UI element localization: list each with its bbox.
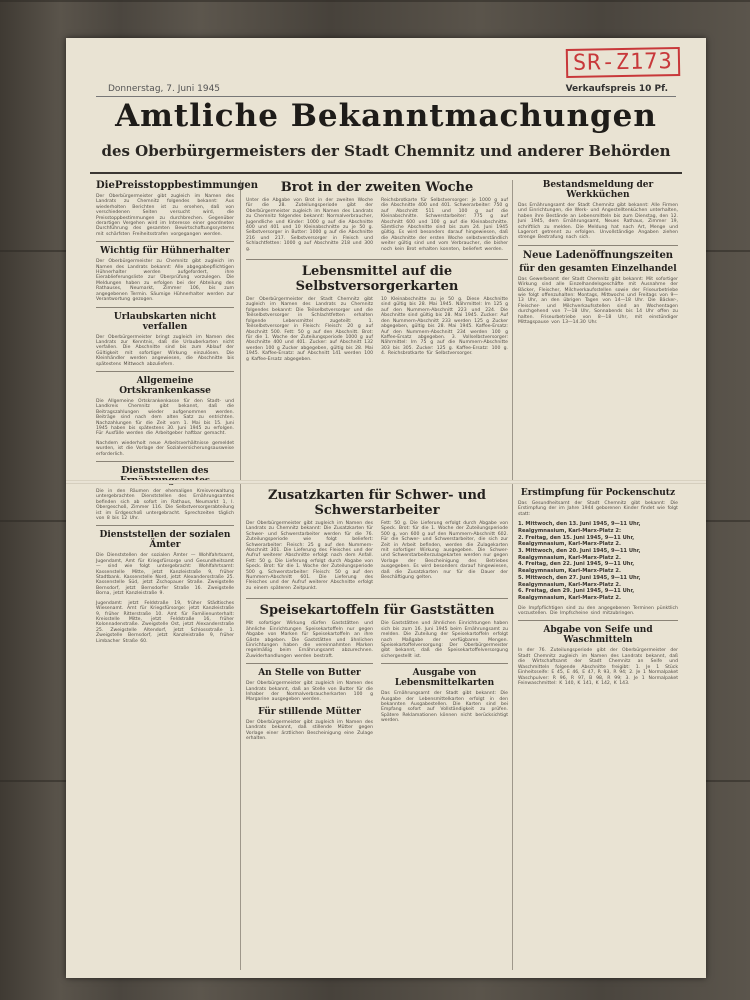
body-text: Nachdem wiederholt neue Arbeitsverhältnisse gemeldet wurden, ist die Vorlage der Sozialversicherungsausweise erforderlich.: [96, 440, 234, 457]
left-column: [96, 180, 259, 970]
headline-ortskrankenkasse: Allgemeine Ortskrankenkasse: [119, 375, 211, 396]
headline-stillende: Für stillende Mütter: [258, 706, 361, 717]
body-text: Unter die Abgabe von Brot in der zweiten Woche für die 28. Zuteilungsperiode gibt der Oberbürgermeister zugleich im Namen des Landrats zu Chemnitz folgendes bekannt: Normalverbraucher, Jugendliche und Kinder: 1000 g auf die Abschnitte 400 und 401 und 10 Kleinabschnitte zu je 50 g. Selbstversorger in Butter: 1000 g auf die Abschnitte 216 und 217. Selbstversorger in Fleisch und Schlachtfetten: 1000 g auf Abschnitte 218 und 300 g.: [246, 198, 373, 252]
body-text: Der Oberbürgermeister gibt zugleich im Namen des Landrats bekannt, daß an Stelle von Butter für die Inhaber der Normalverbraucherkarten 100 g Margarine ausgegeben werden.: [246, 681, 373, 703]
section-rule: [96, 525, 234, 526]
headline-laden-sub: für den gesamten Einzelhandel: [519, 263, 677, 274]
schedule-line: 5. Mittwoch, den 27. Juni 1945, 9—11 Uhr,: [518, 574, 641, 581]
impf-schedule: [518, 521, 678, 601]
body-text: Mit sofortiger Wirkung dürfen Gaststätten und ähnliche Einrichtungen Speisekartoffeln nur gegen Abgabe von Marken für Speisekartoffeln an ihre Gäste abgeben. Die Gaststätten und ähnlichen Einrichtungen haben die vereinnahmten Marken regelmäßig beim Ernährungsamt abzurechnen. Zuwiderhandlungen werden bestraft.: [246, 621, 373, 659]
headline-lebensmittelkarten: Ausgabe von Lebensmittelkarten: [394, 668, 495, 689]
body-text: Fett: 50 g. Die Lieferung erfolgt durch Abgabe von Speck. Brot: für die 1. Woche der Zuteilungsperiode 500 g, von 600 g auf den Nummern-Abschnitt 602. Für die Schwer- und Schwerstarbeiter, die sich zur Zeit in Arbeit befinden, werden die Zulagekarten mit sofortiger Wirkung ausgegeben. Die Schwer- und Schwerstarbeiterzulagekarten werden nur gegen Vorlage der Bescheinigung des Betriebes ausgegeben. Es wird besonders darauf hingewiesen, daß die Zusatzkarten nur für die Dauer der Beschäftigung gelten.: [381, 521, 508, 581]
middle-column-lower: [246, 488, 508, 968]
headline-pocken: Erstimpfung für Pockenschutz: [520, 488, 676, 498]
column-divider: [240, 180, 241, 970]
newspaper-page: [66, 38, 706, 978]
headline-bestand: Bestandsmeldung der Werkküchen: [542, 180, 654, 200]
schedule-line: Realgymnasium, Karl-Marx-Platz 2:: [518, 527, 622, 534]
body-text: Der Oberbürgermeister gibt zugleich im Namen des Landrats zu Chemnitz folgendes bekannt: Aus wiederholten Berichten ist zu ersehen, daß von verschiedenen Seiten versucht wird, die Preisstoppbestimmungen zu durchbrechen. Gegenüber derartigen Vergehen wird im Interesse einer geordneten Durchführung des gesamten Bewirtschaftungssystems mit schärfsten Freiheitsstrafen vorgegangen werden.: [96, 194, 234, 237]
body-text: In der 76. Zuteilungsperiode gibt der Oberbürgermeister der Stadt Chemnitz zugleich im Namen des Landrats bekannt, daß die Wirtschaftsamt der Stadt Chemnitz an Seife und Waschmitteln folgende Abschnitte freigibt: 1. Je 1 Stück Einheitsseife: E 45, E 46, E 47, R 93, R 94; 2. Je 1 Normalpaket Waschpulver: R 96, R 97, B 98, R 99; 3. Je 1 Normalpaket Feinwaschmittel: K 140, K 141, K 142, K 143.: [518, 648, 678, 686]
schedule-line: Realgymnasium, Karl-Marx-Platz 2.: [518, 594, 621, 601]
body-text: Jugendamt: jetzt Feldstraße 19, früher Städtisches Wiesenamt. Amt für Kriegsfürsorge: jetzt Kanzleistraße 9, früher Ritterstraße 10. Amt für Familienunterhalt: Kreisstelle Mitte, jetzt Feldstraße 16, früher Kolonnadenstraße. Zweigstelle Ost, jetzt Alexanderstraße 25. Zweigstelle Altendorf, jetzt Schlossstraße 1. Zweigstelle Bernsdorf, jetzt Kanzleistraße 9, früher Limbacher Straße 60.: [96, 600, 234, 644]
body-text: Das Ernährungsamt der Stadt Chemnitz gibt bekannt: Alle Firmen und Einrichtungen, die Werk- und Angestelltenküchen unterhalten, haben ihre Bestände an Lebensmitteln bis zum Dienstag, den 12. Juni 1945, dem Ernährungsamt, Neues Rathaus, Zimmer 19, schriftlich zu melden. Die Meldung hat nach Art, Menge und Lagerort getrennt zu erfolgen. Unvollständige Angaben ziehen strenge Bestrafung nach sich.: [518, 203, 678, 241]
schedule-line: 6. Freitag, den 29. Juni 1945, 9—11 Uhr,: [518, 588, 635, 595]
headline-speisekartoffeln: Speisekartoffeln für Gaststätten: [259, 603, 495, 619]
headline-laden: Neue Ladenöffnungszeiten: [522, 249, 674, 261]
zusatz-columns: [246, 521, 508, 595]
headline-preisstopp: DiePreisstoppbestimmungen: [96, 180, 259, 191]
masthead-title: Amtliche Bekanntmachungen: [115, 98, 657, 134]
schedule-line: 2. Freitag, den 15. Juni 1945, 9—11 Uhr,: [518, 534, 635, 541]
dateline: [108, 84, 668, 94]
section-rule: [96, 461, 234, 462]
body-text: Das Gesundheitsamt der Stadt Chemnitz gibt bekannt: Die Erstimpfung der im Jahre 1944 geborenen Kinder findet wie folgt statt:: [518, 501, 678, 517]
schedule-line: 3. Mittwoch, den 20. Juni 1945, 9—11 Uhr,: [518, 548, 641, 555]
headline-butter: An Stelle von Butter: [258, 668, 361, 679]
top-rule: [96, 96, 676, 97]
schedule-line: Realgymnasium, Karl-Marx-Platz 2.: [518, 541, 621, 548]
body-text: Die Allgemeine Ortskrankenkasse für den Stadt- und Landkreis Chemnitz gibt bekannt, daß die Beitragszahlungen wieder aufgenommen werden. Beiträge sind nach dem alten Satz zu entrichten. Nachzahlungen für die Zeit vom 1. Mai bis 15. Juni 1945 haben bis spätestens 30. Juni 1945 zu erfolgen. Für Ausfälle werden die Arbeitgeber haftbar gemacht.: [96, 398, 234, 437]
body-text: Der Oberbürgermeister gibt zugleich im Namen des Landrats zu Chemnitz bekannt: Die Zusatzkarten für Schwer- und Schwerstarbeiter werden für die 76. Zuteilungsperiode wie folgt beliefert: Schwerarbeiter: Fleisch: 25 g auf den Nummern-Abschnitt 301. Die Lieferung des Fleisches und der Aufruf weiterer Abschnitte erfolgt nach dem Anfall. Fett: 50 g. Die Lieferung erfolgt durch Abgabe von Speck. Brot: für die 1. Woche der Zuteilungsperiode 500 g. Schwerstarbeiter: Fleisch: 50 g auf den Nummern-Abschnitt 601. Die Lieferung des Fleisches und der Aufruf weiterer Abschnitte erfolgt zu einem späteren Zeitpunkt.: [246, 521, 373, 591]
section-rule: [246, 663, 373, 664]
archive-stamp: SR-Z173: [566, 47, 680, 78]
schedule-line: Realgymnasium, Karl-Marx-Platz 2.: [518, 581, 621, 588]
schedule-line: Realgymnasium, Karl-Marx-Platz 2.: [518, 568, 621, 575]
schedule-line: Realgymnasium, Karl-Marx-Platz 2.: [518, 554, 621, 561]
masthead-subtitle: des Oberbürgermeisters der Stadt Chemnitz und anderer Behörden: [101, 142, 671, 160]
body-text: Der Oberbürgermeister bringt zugleich im Namen des Landrats zur Kenntnis, daß die Urlauberkarten nicht verfallen. Die Abschnitte sind bis zum Ablauf der Gültigkeit mit sofortiger Wirkung einzulösen. Die Kleinhändler werden angewiesen, die Abschnitte bis spätestens Mittwoch abzuliefern.: [96, 334, 234, 367]
section-rule: [518, 620, 678, 621]
body-text: Das Gewerbeamt der Stadt Chemnitz gibt bekannt: Mit sofortiger Wirkung sind alle Einzelhandelsgeschäfte mit Ausnahme der Bäcker, Fleischer, Milchverkaufsstellen sowie der Friseurbetriebe wie folgt offenzuhalten: Montags, Mittwochs und Freitags von 9—13 Uhr, an den übrigen Tagen von 14—18 Uhr. Die Bäcker-, Fleischer- und Milchverkaufsstellen sind an Wochentagen durchgehend von 7—18 Uhr, Sonnabends bis 14 Uhr offen zu halten. Friseurbetriebe von 8—18 Uhr, mit einstündiger Mittagspause von 13—14.30 Uhr.: [518, 276, 678, 326]
body-text: Die Dienststellen der sozialen Ämter — Wohlfahrtsamt, Jugendamt, Amt für Kriegsfürsorge und Gesundheitsamt — sind wie folgt untergebracht: Wohlfahrtsamt: Kassenstelle Mitte, jetzt Kanzleistraße 9, früher Stadtbank. Kassenstelle Nord, jetzt Alexandersstraße 25. Kassenstelle Süd, jetzt Zschopauer Straße. Zweigstelle Bernsdorf, jetzt Bernsdorfer Straße 16. Zweigstelle Borna, jetzt Kanzleistraße 9.: [96, 553, 234, 597]
section-rule: [96, 307, 234, 308]
right-column-lower: [518, 488, 678, 968]
headline-seife: Abgabe von Seife und Waschmitteln: [543, 625, 653, 646]
headline-brot: Brot in der zweiten Woche: [280, 180, 474, 195]
body-text: Das Ernährungsamt der Stadt gibt bekannt: Die Ausgabe der Lebensmittelkarten erfolgt in den bekannten Ausgabestellen. Die Karten sind bei Empfang sofort auf Vollständigkeit zu prüfen. Spätere Reklamationen können nicht berücksichtigt werden.: [381, 691, 508, 724]
headline-ernaehrungsamt: Dienststellen des: [121, 466, 209, 476]
body-text: 10 Kleinabschnitte zu je 50 g. Diese Abschnitte sind gültig bis 28. Mai 1945. Nährmittel: Im 125 g auf den Nummern-Abschnitt 223 und 224. Die Abschnitte sind gültig bis 28. Mai 1945. Zucker: Auf den Nummern-Abschnitt 233 werden 125 g Zucker abgegeben, gültig bis 28. Mai 1945. Kaffee-Ersatz: Auf den Nummern-Abschnitt 234 werden 100 g Kaffee-Ersatz abgegeben. 3. Vollselbstversorger: Nährmittel: Im 75 g auf die Nummern-Abschnitte 303 bis 305. Zucker: 125 g. Kaffee-Ersatz: 100 g. 4. Reichsbrotkarte für Selbstversorger.: [381, 297, 508, 357]
body-text: Die in den Räumen der ehemaligen Kreisverwaltung untergebrachten Dienststellen des Ernährungsamtes befinden sich ab sofort im Rathaus, Neumarkt 1, I. Obergeschoß, Zimmer 116. Die Selbstversorgerabteilung ist im Erdgeschoß untergebracht. Sprechzeiten täglich von 8 bis 12 Uhr.: [96, 489, 234, 522]
section-rule: [518, 245, 678, 246]
body-text: Der Oberbürgermeister der Stadt Chemnitz gibt zugleich im Namen des Landrats zu Chemnitz folgendes bekannt: Die Teilselbstversorger und die Teilselbstversorger in Schlachtfetten erhalten folgende Lebensmittel zugeteilt: 1. Teilselbstversorger in Fleisch: Fleisch: 20 g auf Abschnitt 500. Fett: 50 g auf den Abschnitt. Brot: für die 1. Woche der Zuteilungsperiode 1000 g auf Abschnitte 400 und 401. Zucker: auf Abschnitt 132 werden 100 g Zucker abgegeben, gültig bis 28. Mai 1945. Kaffee-Ersatz: auf Abschnitt 141 werden 100 g Kaffee-Ersatz abgegeben.: [246, 297, 373, 362]
headline-zusatz: Zusatzkarten für Schwer- und Schwerstarbeiter: [267, 488, 486, 518]
headline-huehnerhalter: Wichtig für Hühnerhalter: [100, 246, 230, 257]
section-rule: [246, 598, 508, 599]
body-text: Reichsbrotkarte für Selbstversorger: je 1000 g auf die Abschnitte 400 und 401. Schwerarbeiter: 750 g auf Abschnitt 511 und 100 g auf die Kleinabschnitte. Schwerstarbeiter: 775 g auf Abschnitt 600 und 100 g auf die Kleinabschnitte. Sämtliche Abschnitte sind bis zum 24. Juni 1945 gültig. Es wird besonders darauf hingewiesen, daß die Abschnitte der ersten Woche selbstverständlich weiter gültig sind und vom Verbraucher, die bisher noch kein Brot erhalten konnten, beliefert werden.: [381, 198, 508, 252]
middle-column: [246, 180, 508, 480]
right-column: [518, 180, 678, 480]
section-rule: [96, 371, 234, 372]
section-rule: [381, 663, 508, 664]
body-text: Der Oberbürgermeister gibt zugleich im Namen des Landrats bekannt, daß stillende Mütter gegen Vorlage einer ärztlichen Bescheinigung eine Zulage erhalten.: [246, 719, 373, 741]
body-text: Die Impfpflichtigen sind zu den angegebenen Terminen pünktlich vorzustellen. Die Impfscheine sind mitzubringen.: [518, 605, 678, 617]
section-rule: [246, 259, 508, 260]
headline-urlaubskarten: Urlaubskarten nicht verfallen: [113, 311, 217, 332]
speisekartoffeln-columns: [246, 621, 508, 745]
column-divider: [512, 180, 513, 970]
section-rule: [96, 241, 234, 242]
body-text: Der Oberbürgermeister zu Chemnitz gibt zugleich im Namen des Landrats bekannt: Alle abgegabepflichtigen Hühnerhalter werden aufgefordert, ihre Eierablieferungsliste zur Überprüfung vorzulegen. Die Meldungen haben zu erfolgen bei der Abteilung des Rathauses, Neumarkt, Zimmer 106, bis zum angegebenen Termin. Säumige Hühnerhalter werden zur Verantwortung gezogen.: [96, 259, 234, 303]
issue-date: Donnerstag, 7. Juni 1945: [108, 84, 221, 94]
headline-sozialeaemter: Dienststellen der sozialen Ämter: [99, 530, 231, 551]
masthead-rule: [90, 172, 682, 174]
body-text: Die Gaststätten und ähnlichen Einrichtungen haben sich bis zum 16. Juni 1945 beim Ernährungsamt zu melden. Die Zuteilung der Speisekartoffeln erfolgt nach Maßgabe der verfügbaren Mengen. Speisekartoffelversorgung: Der Oberbürgermeister gibt bekannt, daß die Speisekartoffelversorgung sichergestellt ist.: [381, 621, 508, 659]
schedule-line: 1. Mittwoch, den 13. Juni 1945, 9—11 Uhr,: [518, 521, 641, 528]
schedule-line: 4. Freitag, den 22. Juni 1945, 9—11 Uhr,: [518, 561, 635, 568]
fold-crease: [66, 480, 706, 484]
brot-columns: [246, 198, 508, 256]
issue-price: Verkaufspreis 10 Pf.: [565, 84, 668, 94]
headline-lebensmittel: Lebensmittel auf die Selbstversorgerkarten: [295, 264, 459, 295]
lebensmittel-columns: [246, 297, 508, 366]
